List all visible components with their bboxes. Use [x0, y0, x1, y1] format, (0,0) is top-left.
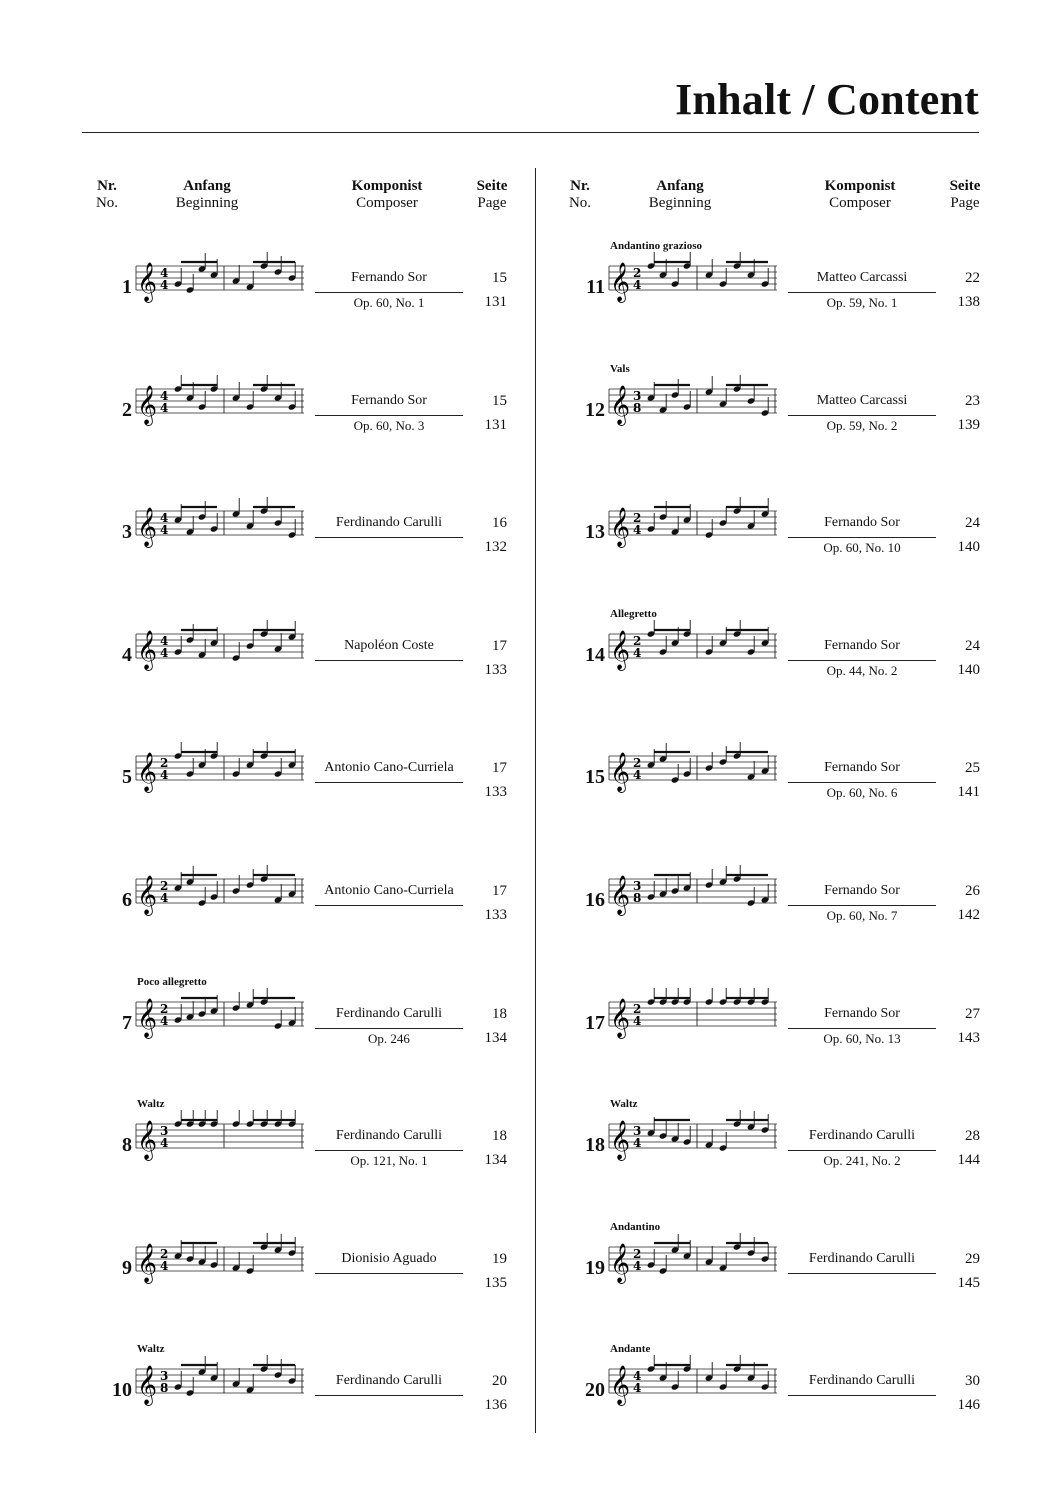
composer-rule	[788, 782, 936, 783]
treble-clef-icon: 𝄞	[137, 1365, 158, 1406]
music-incipit	[605, 1355, 780, 1415]
opus-number: Op. 60, No. 13	[823, 1030, 901, 1046]
tempo-marking: Andantino	[610, 1220, 661, 1233]
time-signature-top: 3	[633, 1124, 642, 1139]
composer-rule	[788, 537, 936, 538]
header-number-en: No.	[95, 195, 119, 211]
toc-entry	[555, 556, 995, 678]
tempo-marking: Poco allegretto	[137, 975, 207, 988]
composer-name: Ferdinando Carulli	[335, 1128, 443, 1144]
toc-entry	[555, 924, 995, 1046]
header-composer-de: Komponist	[824, 178, 896, 194]
entry-number: 1	[122, 276, 132, 298]
opus-number: Op. 60, No. 10	[823, 540, 901, 556]
music-incipit	[605, 1233, 780, 1293]
opus-number: Op. 121, No. 1	[350, 1153, 428, 1169]
page-number-secondary: 143	[957, 1029, 980, 1046]
page-number: 24	[965, 637, 980, 654]
composer-rule	[315, 782, 463, 783]
treble-clef-icon: 𝄞	[610, 384, 631, 425]
tempo-marking: Andantino grazioso	[610, 240, 702, 252]
page-number: 15	[492, 270, 507, 286]
composer-name: Dionisio Aguado	[341, 1250, 437, 1266]
header-beginning-de: Anfang	[656, 178, 704, 194]
treble-clef-icon: 𝄞	[137, 1242, 158, 1283]
treble-clef-icon: 𝄞	[610, 1120, 631, 1161]
composer-name: Ferdinando Carulli	[808, 1373, 916, 1389]
treble-clef-icon: 𝄞	[610, 262, 631, 302]
entry-number: 3	[122, 521, 132, 544]
page-number-secondary: 134	[484, 1029, 507, 1046]
treble-clef-icon: 𝄞	[610, 752, 631, 793]
toc-entry	[555, 188, 995, 310]
opus-number: Op. 60, No. 3	[353, 417, 425, 433]
music-incipit	[605, 988, 780, 1048]
composer-rule	[315, 292, 463, 293]
page-number-secondary: 142	[957, 907, 980, 923]
composer-name: Ferdinando Carulli	[808, 1250, 916, 1266]
composer-name: Antonio Cano-Curriela	[324, 760, 454, 776]
tempo-marking: Vals	[610, 362, 630, 375]
music-incipit	[132, 1233, 307, 1293]
time-signature-top: 4	[160, 633, 169, 648]
time-signature-bottom: 4	[160, 523, 169, 538]
time-signature-bottom: 8	[633, 891, 642, 905]
composer-rule	[788, 1028, 936, 1029]
entry-number: 6	[122, 889, 132, 911]
toc-entry	[82, 1169, 522, 1291]
time-signature-top: 4	[160, 388, 169, 403]
page-number: 17	[492, 637, 507, 654]
time-signature-top: 2	[633, 1001, 642, 1016]
treble-clef-icon: 𝄞	[137, 875, 158, 915]
opus-number: Op. 59, No. 1	[826, 295, 898, 310]
treble-clef-icon: 𝄞	[610, 1242, 631, 1283]
treble-clef-icon: 𝄞	[610, 1365, 631, 1406]
toc-entry	[82, 1291, 522, 1413]
composer-name: Antonio Cano-Curriela	[324, 883, 454, 898]
time-signature-top: 4	[633, 1369, 642, 1384]
page-number-secondary: 133	[484, 784, 507, 801]
page-number-secondary: 134	[484, 1152, 507, 1169]
page-number: 17	[492, 760, 507, 777]
page-number: 19	[492, 1250, 507, 1267]
time-signature-top: 4	[160, 511, 169, 526]
time-signature-top: 2	[633, 756, 642, 771]
entry-number: 11	[586, 276, 605, 298]
composer-name: Ferdinando Carulli	[335, 1005, 443, 1021]
entry-number: 17	[585, 1011, 605, 1034]
treble-clef-icon: 𝄞	[610, 629, 631, 670]
music-incipit	[605, 865, 780, 925]
column-divider	[535, 168, 536, 1433]
composer-rule	[788, 660, 936, 661]
composer-rule	[788, 905, 936, 906]
treble-clef-icon: 𝄞	[137, 997, 158, 1038]
music-incipit	[132, 375, 307, 435]
time-signature-bottom: 4	[160, 1258, 169, 1273]
composer-name: Fernando Sor	[824, 637, 900, 653]
composer-rule	[788, 1273, 936, 1274]
composer-rule	[315, 1395, 463, 1396]
opus-number: Op. 246	[368, 1030, 410, 1046]
opus-number: Op. 241, No. 2	[823, 1153, 901, 1169]
composer-name: Fernando Sor	[824, 1005, 900, 1021]
page-number: 26	[965, 883, 980, 899]
header-number-de: Nr.	[97, 178, 117, 194]
page-number: 27	[965, 1005, 980, 1022]
header-page-en: Page	[950, 195, 980, 211]
toc-entry	[555, 1169, 995, 1291]
time-signature-bottom: 4	[633, 1013, 642, 1028]
toc-entry	[82, 311, 522, 433]
entry-number: 5	[122, 766, 132, 789]
header-page-de: Seite	[476, 178, 508, 194]
entry-number: 12	[585, 398, 605, 421]
time-signature-top: 2	[160, 1001, 169, 1016]
toc-entry	[82, 678, 522, 800]
header-number-de: Nr.	[570, 178, 590, 194]
opus-number: Op. 60, No. 1	[353, 295, 425, 310]
treble-clef-icon: 𝄞	[610, 997, 631, 1038]
composer-name: Matteo Carcassi	[816, 392, 908, 408]
time-signature-bottom: 8	[160, 1381, 169, 1396]
music-incipit	[132, 742, 307, 802]
time-signature-bottom: 4	[160, 1136, 169, 1151]
time-signature-bottom: 4	[160, 768, 169, 783]
entry-number: 9	[122, 1256, 132, 1279]
toc-entry	[555, 1046, 995, 1168]
page-number: 28	[965, 1128, 980, 1145]
treble-clef-icon: 𝄞	[137, 507, 158, 548]
composer-rule	[315, 537, 463, 538]
time-signature-bottom: 4	[633, 645, 642, 660]
time-signature-top: 4	[160, 266, 169, 280]
page-number: 16	[492, 515, 507, 532]
time-signature-bottom: 4	[633, 1381, 642, 1396]
time-signature-bottom: 4	[633, 1136, 642, 1151]
page-number-secondary: 133	[484, 661, 507, 678]
time-signature-bottom: 4	[633, 1258, 642, 1273]
entry-number: 2	[122, 398, 132, 421]
header-beginning-en: Beginning	[175, 195, 239, 211]
music-incipit	[132, 497, 307, 557]
time-signature-top: 2	[633, 266, 642, 280]
entry-number: 7	[122, 1011, 132, 1034]
page-number-secondary: 140	[957, 661, 980, 678]
page-number-secondary: 140	[957, 539, 980, 556]
music-incipit	[132, 865, 307, 925]
treble-clef-icon: 𝄞	[137, 1120, 158, 1161]
time-signature-bottom: 4	[160, 1013, 169, 1028]
toc-entry	[555, 1291, 995, 1413]
header-beginning-de: Anfang	[183, 178, 231, 194]
composer-rule	[788, 292, 936, 293]
tempo-marking: Waltz	[137, 1098, 165, 1111]
time-signature-bottom: 4	[160, 645, 169, 660]
entry-number: 20	[585, 1379, 605, 1402]
time-signature-bottom: 8	[633, 400, 642, 415]
opus-number: Op. 60, No. 6	[826, 785, 898, 801]
time-signature-top: 2	[160, 879, 169, 893]
time-signature-top: 3	[160, 1124, 169, 1139]
music-incipit	[132, 1110, 307, 1170]
page-number-secondary: 146	[957, 1397, 980, 1414]
toc-entry	[82, 433, 522, 555]
entry-number: 14	[585, 643, 605, 666]
page-number-secondary: 135	[484, 1274, 507, 1291]
composer-name: Napoléon Coste	[344, 637, 434, 653]
page-number-secondary: 136	[484, 1397, 507, 1414]
composer-rule	[315, 1273, 463, 1274]
music-incipit	[605, 375, 780, 435]
toc-entry	[82, 188, 522, 310]
toc-entry	[82, 924, 522, 1046]
composer-name: Fernando Sor	[824, 515, 900, 531]
header-beginning-en: Beginning	[648, 195, 712, 211]
page-number-secondary: 132	[484, 539, 507, 556]
time-signature-bottom: 4	[160, 400, 169, 415]
music-incipit	[132, 620, 307, 680]
toc-entry	[82, 801, 522, 923]
music-incipit	[605, 620, 780, 680]
tempo-marking: Andante	[610, 1343, 651, 1356]
composer-name: Fernando Sor	[824, 883, 900, 898]
music-incipit	[605, 742, 780, 802]
composer-name: Fernando Sor	[351, 392, 427, 408]
page-number: 23	[965, 392, 980, 409]
time-signature-bottom: 4	[633, 278, 642, 292]
time-signature-top: 2	[633, 511, 642, 526]
tempo-marking: Waltz	[137, 1343, 165, 1356]
music-incipit	[132, 988, 307, 1048]
page-number-secondary: 145	[957, 1274, 980, 1291]
composer-name: Ferdinando Carulli	[335, 1373, 443, 1389]
composer-rule	[315, 1150, 463, 1151]
page-number-secondary: 131	[484, 416, 507, 433]
header-composer-en: Composer	[356, 195, 418, 211]
entry-number: 18	[585, 1134, 605, 1157]
time-signature-top: 2	[633, 1246, 642, 1261]
time-signature-bottom: 4	[160, 278, 169, 292]
page-number: 29	[965, 1250, 980, 1267]
toc-entry	[82, 556, 522, 678]
header-composer-de: Komponist	[351, 178, 423, 194]
entry-number: 8	[122, 1134, 132, 1157]
header-page-de: Seite	[949, 178, 981, 194]
header-number-en: No.	[568, 195, 592, 211]
opus-number: Op. 44, No. 2	[826, 662, 898, 678]
time-signature-top: 3	[633, 388, 642, 403]
tempo-marking: Allegretto	[610, 607, 657, 620]
treble-clef-icon: 𝄞	[137, 752, 158, 793]
time-signature-top: 3	[160, 1369, 169, 1384]
composer-name: Matteo Carcassi	[816, 270, 908, 285]
composer-rule	[315, 905, 463, 906]
opus-number: Op. 60, No. 7	[826, 908, 898, 923]
music-incipit	[132, 252, 307, 312]
toc-entry	[555, 801, 995, 923]
page-number: 18	[492, 1005, 507, 1022]
treble-clef-icon: 𝄞	[610, 875, 631, 915]
page-number-secondary: 141	[957, 784, 980, 801]
treble-clef-icon: 𝄞	[137, 629, 158, 670]
composer-name: Ferdinando Carulli	[335, 515, 443, 531]
composer-rule	[788, 1395, 936, 1396]
time-signature-bottom: 4	[160, 891, 169, 905]
page-number-secondary: 131	[484, 294, 507, 310]
composer-rule	[315, 1028, 463, 1029]
music-incipit	[605, 252, 780, 312]
page-number-secondary: 138	[957, 294, 980, 310]
composer-name: Ferdinando Carulli	[808, 1128, 916, 1144]
page-number: 17	[492, 883, 507, 899]
composer-name: Fernando Sor	[824, 760, 900, 776]
composer-rule	[788, 1150, 936, 1151]
page-number: 25	[965, 760, 980, 777]
entry-number: 15	[585, 766, 605, 789]
toc-entry	[82, 1046, 522, 1168]
time-signature-top: 3	[633, 879, 642, 893]
treble-clef-icon: 𝄞	[137, 384, 158, 425]
entry-number: 16	[585, 889, 605, 911]
composer-name: Fernando Sor	[351, 270, 427, 285]
page-number: 18	[492, 1128, 507, 1145]
toc-entry	[555, 433, 995, 555]
music-incipit	[605, 1110, 780, 1170]
page-number: 20	[492, 1373, 507, 1390]
entry-number: 10	[112, 1379, 132, 1402]
opus-number: Op. 59, No. 2	[826, 417, 898, 433]
header-composer-en: Composer	[829, 195, 891, 211]
toc-entry	[555, 311, 995, 433]
entry-number: 13	[585, 521, 605, 544]
time-signature-bottom: 4	[633, 523, 642, 538]
page-number: 15	[492, 392, 507, 409]
music-incipit	[132, 1355, 307, 1415]
time-signature-bottom: 4	[633, 768, 642, 783]
time-signature-top: 2	[160, 756, 169, 771]
page-title: Inhalt / Content	[675, 75, 979, 124]
page-number-secondary: 144	[957, 1152, 980, 1169]
tempo-marking: Waltz	[610, 1098, 638, 1111]
entry-number: 19	[585, 1256, 605, 1279]
time-signature-top: 2	[160, 1246, 169, 1261]
composer-rule	[788, 415, 936, 416]
time-signature-top: 2	[633, 633, 642, 648]
entry-number: 4	[122, 643, 132, 666]
header-page-en: Page	[477, 195, 507, 211]
title-rule	[82, 132, 979, 133]
treble-clef-icon: 𝄞	[137, 262, 158, 302]
composer-rule	[315, 660, 463, 661]
composer-rule	[315, 415, 463, 416]
treble-clef-icon: 𝄞	[610, 507, 631, 548]
page-number-secondary: 139	[957, 416, 980, 433]
page-number-secondary: 133	[484, 907, 507, 923]
page-number: 24	[965, 515, 980, 532]
page-number: 30	[965, 1373, 980, 1390]
toc-entry	[555, 678, 995, 800]
page-number: 22	[965, 270, 980, 286]
music-incipit	[605, 497, 780, 557]
